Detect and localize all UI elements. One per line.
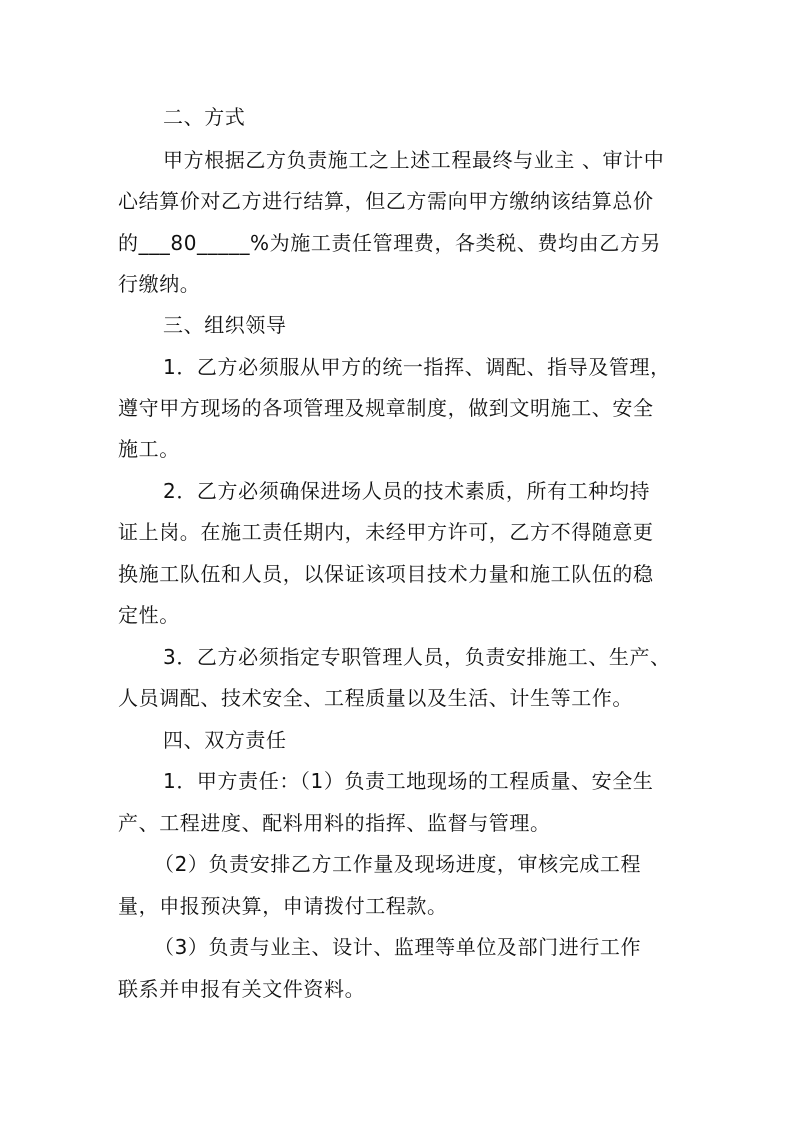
paragraph-line: 心结算价对乙方进行结算，但乙方需向甲方缴纳该结算总价 [118, 189, 654, 213]
paragraph-line: 行缴纳。 [118, 272, 201, 296]
paragraph-line: 量，申报预决算，申请拨付工程款。 [118, 894, 448, 918]
paragraph-line: 产、工程进度、配料用料的指挥、监督与管理。 [118, 811, 551, 835]
paragraph-line: （2）负责安排乙方工作量及现场进度，审核完成工程 [154, 852, 642, 876]
paragraph-line: 甲方根据乙方负责施工之上述工程最终与业主 、审计中 [163, 148, 665, 172]
paragraph-line: 1．乙方必须服从甲方的统一指挥、调配、指导及管理， [163, 355, 671, 379]
paragraph-line: 2．乙方必须确保进场人员的技术素质，所有工种均持 [163, 479, 651, 503]
paragraph-line: 人员调配、技术安全、工程质量以及生活、计生等工作。 [118, 686, 633, 710]
section-heading-responsibilities: 四、双方责任 [163, 728, 287, 752]
paragraph-line: 换施工队伍和人员，以保证该项目技术力量和施工队伍的稳 [118, 562, 654, 586]
paragraph-line: 施工。 [118, 437, 180, 461]
section-heading-organization: 三、组织领导 [163, 313, 287, 337]
paragraph-line: 定性。 [118, 603, 180, 627]
paragraph-line: （3）负责与业主、设计、监理等单位及部门进行工作 [154, 935, 642, 959]
paragraph-line: 1．甲方责任：（1）负责工地现场的工程质量、安全生 [163, 769, 654, 793]
paragraph-line: 3．乙方必须指定专职管理人员，负责安排施工、生产、 [163, 645, 671, 669]
paragraph-line: 的___80_____%为施工责任管理费，各类税、费均由乙方另 [118, 231, 662, 255]
paragraph-line: 证上岗。在施工责任期内，未经甲方许可，乙方不得随意更 [118, 520, 654, 544]
section-heading-method: 二、方式 [163, 105, 246, 129]
paragraph-line: 联系并申报有关文件资料。 [118, 977, 366, 1001]
paragraph-line: 遵守甲方现场的各项管理及规章制度，做到文明施工、安全 [118, 396, 654, 420]
